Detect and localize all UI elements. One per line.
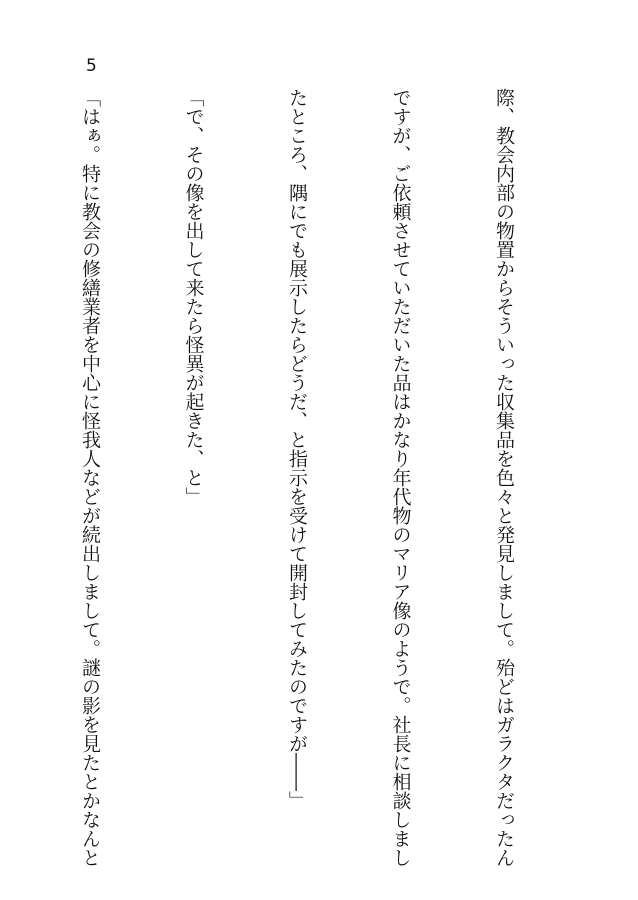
- text-line: 「で、その像を出して来たら怪異が起きた、と」: [182, 88, 205, 506]
- text-line: たところ、隅にでも展示したらどうだ、と指示を受けて開封してみたのですが――」: [286, 88, 308, 810]
- page-number: 5: [86, 56, 97, 76]
- text-line: 「はぁ。特に教会の修繕業者を中心に怪我人などが続出しまして。謎の影を見たとかなんと: [79, 88, 101, 867]
- body-text: [0, 88, 590, 868]
- text-line: ですが、ご依頼させていただいた品はかなり年代物のマリア像のようで。社長に相談しまし: [389, 88, 412, 867]
- text-line: 際、教会内部の物置からそういった収集品を色々と発見しまして。殆どはガラクタだったん: [493, 88, 515, 867]
- text-line: [0, 88, 4, 868]
